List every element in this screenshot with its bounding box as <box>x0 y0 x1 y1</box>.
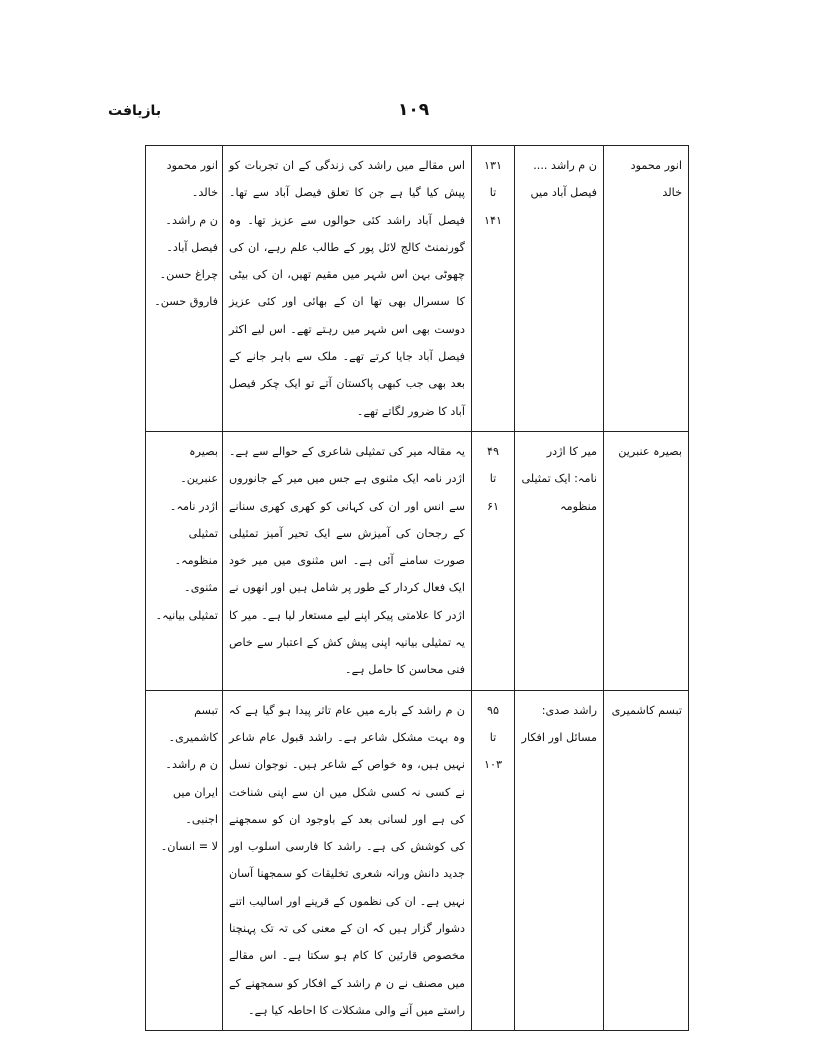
author-cell <box>604 690 689 1031</box>
keywords-cell <box>146 146 223 432</box>
page-range-separator: تا <box>489 186 497 200</box>
title-cell <box>515 690 604 1031</box>
article-summary: اس مقالے میں راشد کی زندگی کے ان تجربات کو پیش کیا گیا ہے جن کا تعلق فیصل آباد سے تھا۔ فیصل آباد راشد کئی حوالوں سے عزیز تھا۔ وہ گورنمنٹ کالج لائل پور کے طالب علم رہے، ان کی چھوٹی بہن اس شہر میں مقیم تھیں، ان کی بیٹی کا سسرال بھی تھا ان کے بھائی اور کئی عزیز دوست بھی اس شہر میں رہتے تھے۔ اس لیے اکثر فیصل آباد جایا کرتے تھے۔ ملک سے باہر جانے کے بعد بھی جب کبھی پاکستان آتے تو ایک چکر فیصل آباد کا ضرور لگاتے تھے۔ <box>229 159 465 418</box>
keyword: مثنوی۔ <box>184 581 218 595</box>
article-index-table <box>145 145 689 1031</box>
article-title: میر کا اژدر نامہ: ایک تمثیلی منظومہ <box>521 444 597 513</box>
page-start: ۹۵ <box>486 703 500 717</box>
page-end: ۱۰۳ <box>483 758 503 772</box>
keyword: فاروق حسن۔ <box>154 295 218 309</box>
author-cell <box>604 146 689 432</box>
keyword: بصیرہ عنبرین۔ <box>180 444 218 486</box>
keyword: تبسم کاشمیری۔ <box>168 703 218 744</box>
table-row <box>146 431 689 690</box>
keyword: چراغ حسن۔ <box>159 268 218 282</box>
page-start: ۴۹ <box>486 444 500 458</box>
keyword: اژدر نامہ۔ <box>169 499 218 513</box>
keyword: تمثیلی بیانیہ۔ <box>155 608 218 622</box>
keyword: ن م راشد۔ <box>165 758 218 772</box>
author-name: انور محمود خالد <box>630 159 682 200</box>
keywords-cell <box>146 690 223 1031</box>
page-range-separator: تا <box>489 472 497 486</box>
title-cell <box>515 431 604 690</box>
article-summary: یہ مقالہ میر کی تمثیلی شاعری کے حوالے سے ہے۔ اژدر نامہ ایک مثنوی ہے جس میں میر کے جانوروں سے انس اور ان کی کہانی کو کھری کھری سنانے کے رجحان کی آمیزش سے ایک تحیر آمیز تمثیلی صورت سامنے آئی ہے۔ اس مثنوی میں میر خود ایک فعال کردار کے طور پر شامل ہیں اور انھوں نے اژدر کا علامتی پیکر اپنے لیے مستعار لیا ہے۔ میر کا یہ تمثیلی بیانیہ اپنی پیش کش کے اعتبار سے خاص فنی محاسن کا حامل ہے۔ <box>229 444 465 677</box>
pages-cell <box>472 690 515 1031</box>
article-summary: ن م راشد کے بارے میں عام تاثر پیدا ہو گیا ہے کہ وہ بہت مشکل شاعر ہے۔ راشد قبول عام شاعر نہیں ہیں، وہ خواص کے شاعر ہیں۔ نوجوان نسل نے کسی نہ کسی شکل میں ان سے اپنی شناخت کی ہے اور لسانی بعد کے باوجود ان کو سمجھنے کی کوشش کی ہے۔ راشد کا فارسی اسلوب اور جدید دانش ورانہ شعری تخلیقات کو سمجھنا آسان نہیں ہے۔ ان کی نظموں کے قرینے اور اسالیب اتنے دشوار گزار ہیں کہ ان کے معنی کی تہ تک پہنچنا مخصوص قارئین کا کام ہو سکتا ہے۔ اس مقالے میں مصنف نے ن م راشد کے افکار کو سمجھنے کے راستے میں آنے والی مشکلات کا احاطہ کیا ہے۔ <box>229 703 465 1017</box>
keywords-cell <box>146 431 223 690</box>
title-cell <box>515 146 604 432</box>
summary-cell <box>223 690 472 1031</box>
keyword: ایران میں اجنبی۔ <box>172 785 218 826</box>
page-end: ۱۴۱ <box>483 213 503 227</box>
keyword: لا = انسان۔ <box>160 840 218 854</box>
pages-cell <box>472 431 515 690</box>
keyword: ن م راشد۔ <box>165 213 218 227</box>
table-row <box>146 690 689 1031</box>
summary-cell <box>223 146 472 432</box>
page-header-title: بازیافت <box>108 103 162 119</box>
page-start: ۱۳۱ <box>483 159 503 172</box>
pages-cell <box>472 146 515 432</box>
page-end: ۶۱ <box>486 499 500 513</box>
keyword: فیصل آباد۔ <box>166 240 218 254</box>
summary-cell <box>223 431 472 690</box>
keyword: انور محمود خالد۔ <box>166 159 218 200</box>
author-name: تبسم کاشمیری <box>611 703 682 717</box>
author-cell <box>604 431 689 690</box>
keyword: تمثیلی منظومہ۔ <box>174 526 218 568</box>
page-range-separator: تا <box>489 730 497 744</box>
table-row <box>146 146 689 432</box>
author-name: بصیرہ عنبرین <box>618 444 682 458</box>
article-title: ن م راشد .... فیصل آباد میں <box>530 159 597 200</box>
page-number: ۱۰۹ <box>398 100 430 120</box>
article-title: راشد صدی: مسائل اور افکار <box>521 703 597 744</box>
